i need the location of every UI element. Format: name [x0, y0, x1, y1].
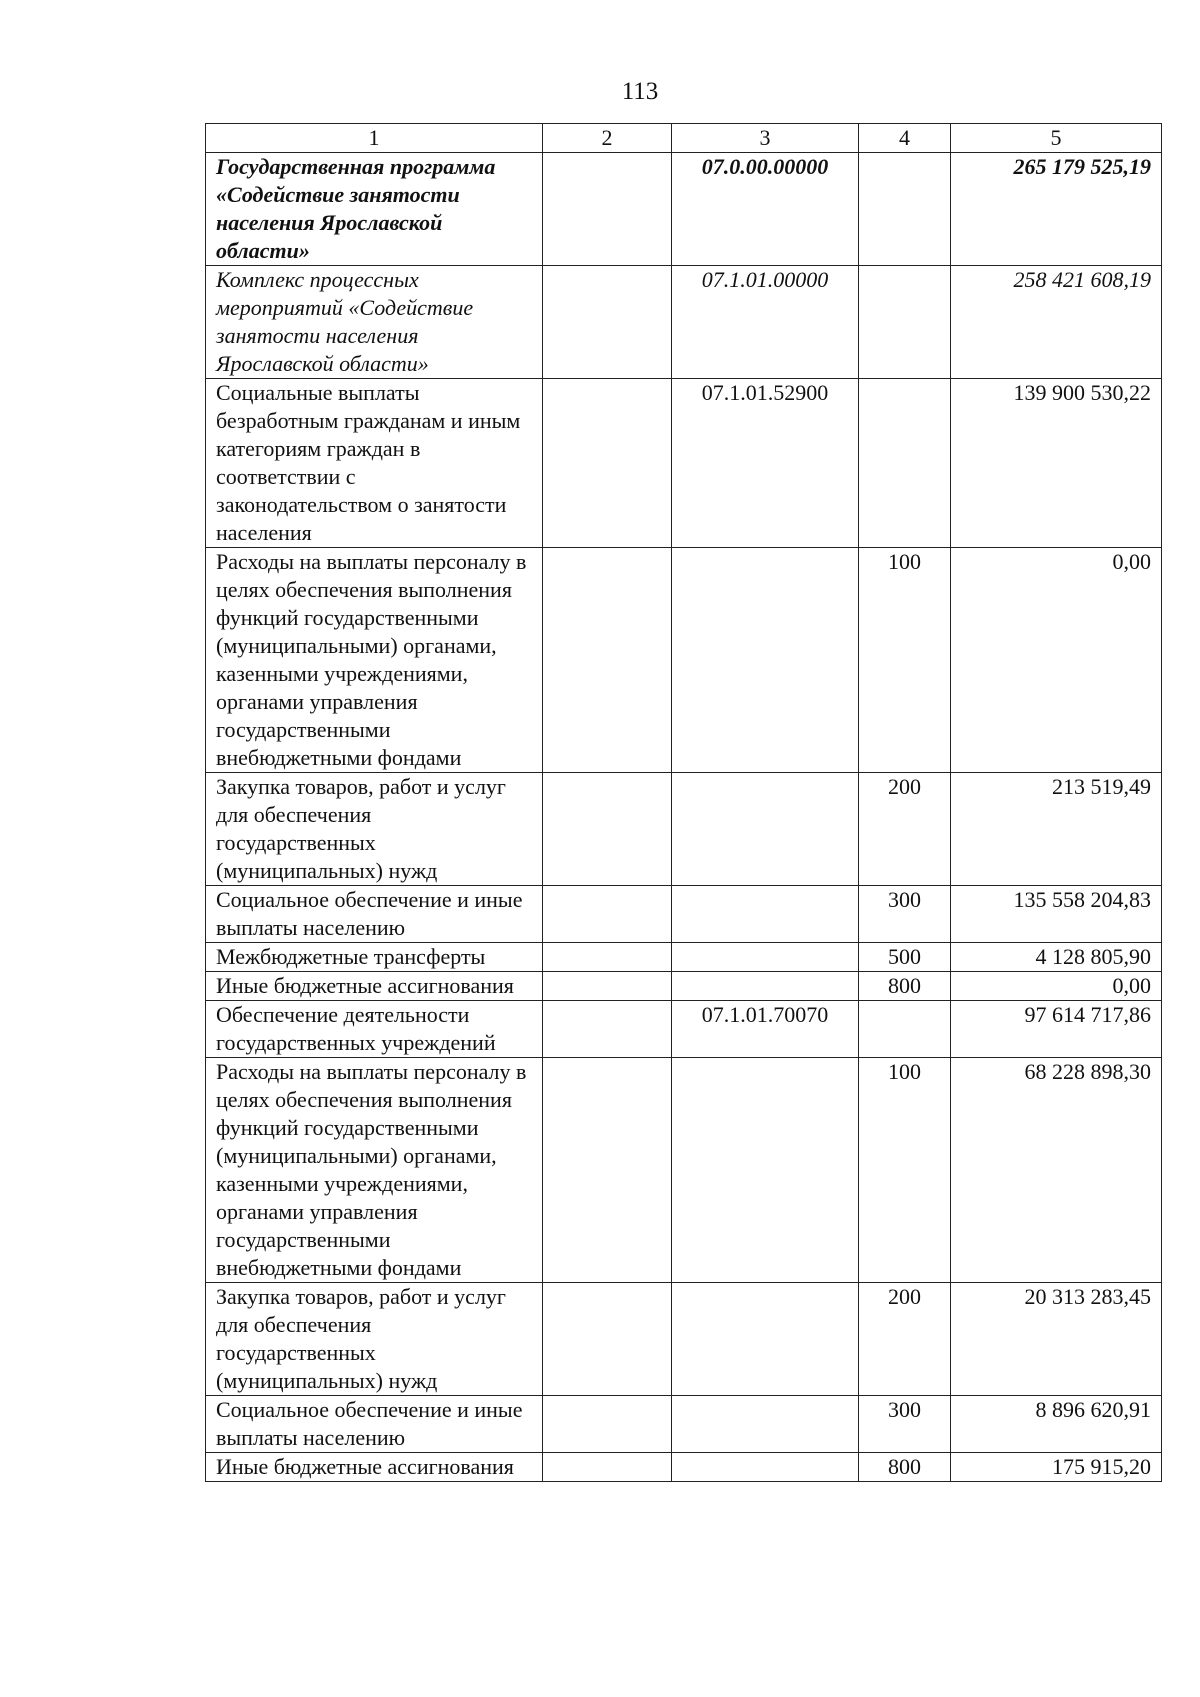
row-name: Социальное обеспечение и иные выплаты населению — [206, 1396, 543, 1453]
row-sum: 139 900 530,22 — [951, 379, 1162, 548]
row-sum: 0,00 — [951, 548, 1162, 773]
row-code — [672, 548, 859, 773]
row-name: Обеспечение деятельности государственных учреждений — [206, 1001, 543, 1058]
table-row — [206, 1453, 1162, 1482]
row-code — [672, 773, 859, 886]
row-type: 300 — [859, 886, 951, 943]
row-type: 800 — [859, 972, 951, 1001]
table-row — [206, 972, 1162, 1001]
row-col2 — [543, 773, 672, 886]
table-row — [206, 1283, 1162, 1396]
table-row — [206, 1001, 1162, 1058]
row-col2 — [543, 1001, 672, 1058]
row-code — [672, 943, 859, 972]
row-name: Закупка товаров, работ и услуг для обеспечения государственных (муниципальных) нужд — [206, 1283, 543, 1396]
row-name: Закупка товаров, работ и услуг для обеспечения государственных (муниципальных) нужд — [206, 773, 543, 886]
row-name: Расходы на выплаты персоналу в целях обеспечения выполнения функций государственными (муниципальными) органами, казенными учреждениями, органами управления государственными внебюджетными фондами — [206, 1058, 543, 1283]
row-name: Межбюджетные трансферты — [206, 943, 543, 972]
row-name: Государственная программа «Содействие занятости населения Ярославской области» — [206, 153, 543, 266]
row-type: 100 — [859, 548, 951, 773]
row-type: 100 — [859, 1058, 951, 1283]
row-code: 07.1.01.52900 — [672, 379, 859, 548]
header-cell-5: 5 — [951, 124, 1162, 153]
row-sum: 4 128 805,90 — [951, 943, 1162, 972]
row-code — [672, 1396, 859, 1453]
row-type: 300 — [859, 1396, 951, 1453]
row-code: 07.1.01.70070 — [672, 1001, 859, 1058]
header-row — [206, 124, 1162, 153]
row-type: 200 — [859, 1283, 951, 1396]
table-row — [206, 943, 1162, 972]
row-code — [672, 1453, 859, 1482]
row-col2 — [543, 1396, 672, 1453]
row-type: 800 — [859, 1453, 951, 1482]
row-type — [859, 153, 951, 266]
table-row — [206, 886, 1162, 943]
header-cell-4: 4 — [859, 124, 951, 153]
row-code: 07.1.01.00000 — [672, 266, 859, 379]
header-cell-1: 1 — [206, 124, 543, 153]
row-name: Социальные выплаты безработным гражданам и иным категориям граждан в соответствии с законодательством о занятости населения — [206, 379, 543, 548]
row-sum: 213 519,49 — [951, 773, 1162, 886]
row-sum: 20 313 283,45 — [951, 1283, 1162, 1396]
row-col2 — [543, 943, 672, 972]
row-sum: 135 558 204,83 — [951, 886, 1162, 943]
table-row — [206, 548, 1162, 773]
table-row — [206, 773, 1162, 886]
row-type — [859, 1001, 951, 1058]
row-sum: 8 896 620,91 — [951, 1396, 1162, 1453]
row-col2 — [543, 379, 672, 548]
header-cell-2: 2 — [543, 124, 672, 153]
row-col2 — [543, 153, 672, 266]
row-name: Иные бюджетные ассигнования — [206, 1453, 543, 1482]
table-row — [206, 1396, 1162, 1453]
table-row — [206, 1058, 1162, 1283]
row-name: Иные бюджетные ассигнования — [206, 972, 543, 1001]
row-sum: 265 179 525,19 — [951, 153, 1162, 266]
row-col2 — [543, 266, 672, 379]
row-code — [672, 972, 859, 1001]
row-sum: 68 228 898,30 — [951, 1058, 1162, 1283]
budget-table — [205, 123, 1162, 1482]
row-sum: 97 614 717,86 — [951, 1001, 1162, 1058]
row-name: Комплекс процессных мероприятий «Содействие занятости населения Ярославской области» — [206, 266, 543, 379]
row-code: 07.0.00.00000 — [672, 153, 859, 266]
page-number: 113 — [621, 78, 659, 105]
header-cell-3: 3 — [672, 124, 859, 153]
row-type — [859, 266, 951, 379]
row-sum: 175 915,20 — [951, 1453, 1162, 1482]
row-type — [859, 379, 951, 548]
row-name: Социальное обеспечение и иные выплаты населению — [206, 886, 543, 943]
row-sum: 0,00 — [951, 972, 1162, 1001]
row-code — [672, 886, 859, 943]
row-type: 500 — [859, 943, 951, 972]
table-row-complex — [206, 266, 1162, 379]
table-row — [206, 379, 1162, 548]
row-type: 200 — [859, 773, 951, 886]
row-col2 — [543, 972, 672, 1001]
row-code — [672, 1283, 859, 1396]
row-col2 — [543, 1058, 672, 1283]
row-sum: 258 421 608,19 — [951, 266, 1162, 379]
row-code — [672, 1058, 859, 1283]
row-col2 — [543, 1453, 672, 1482]
row-name: Расходы на выплаты персоналу в целях обеспечения выполнения функций государственными (муниципальными) органами, казенными учреждениями, органами управления государственными внебюджетными фондами — [206, 548, 543, 773]
row-col2 — [543, 1283, 672, 1396]
row-col2 — [543, 548, 672, 773]
table-row-program — [206, 153, 1162, 266]
row-col2 — [543, 886, 672, 943]
